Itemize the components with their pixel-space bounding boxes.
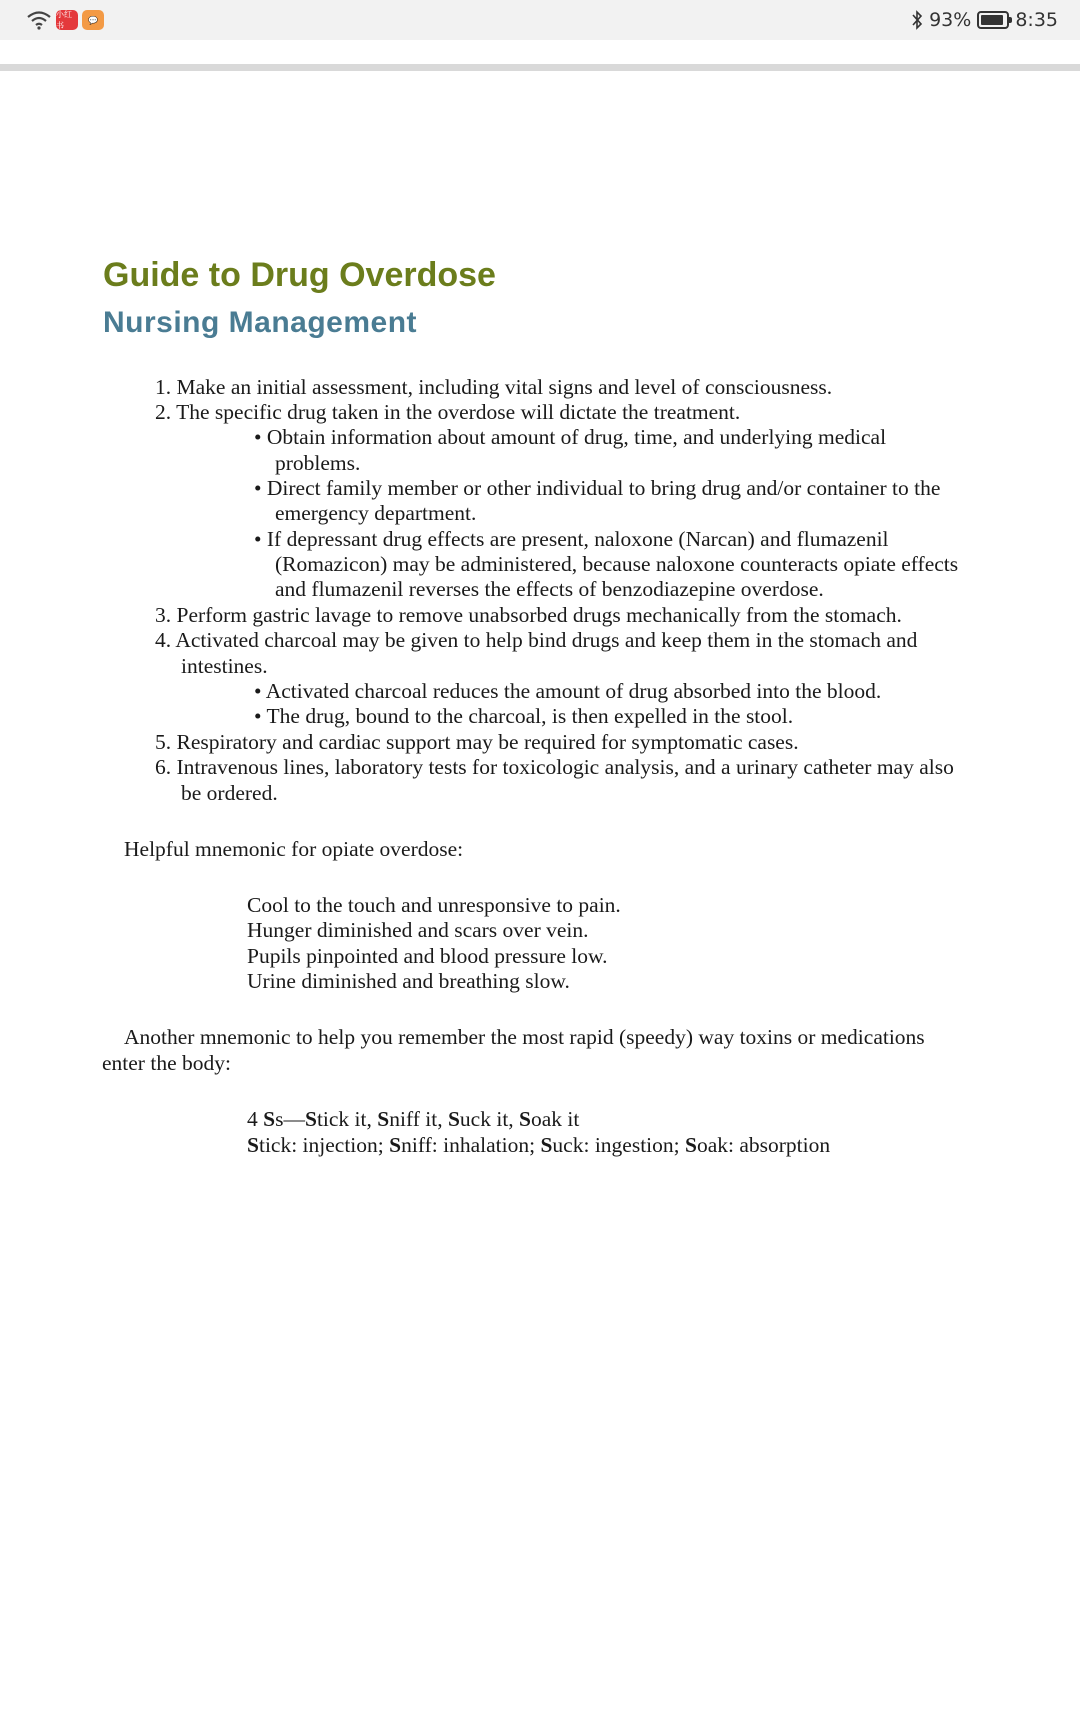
chat-notification-icon: 💬: [82, 10, 104, 30]
list-item: 5. Respiratory and cardiac support may be required for symptomatic cases.: [155, 730, 799, 754]
bullet-item-continuation: (Romazicon) may be administered, because naloxone counteracts opiate effects: [275, 552, 959, 576]
list-item: 1. Make an initial assessment, including vital signs and level of consciousness.: [155, 375, 833, 399]
toolbar-divider: [0, 64, 1080, 71]
battery-icon: [977, 11, 1009, 29]
bullet-item-continuation: emergency department.: [275, 501, 477, 525]
mnemonic-intro: Helpful mnemonic for opiate overdose:: [124, 837, 464, 861]
wifi-icon: [26, 10, 52, 30]
bullet-item: • If depressant drug effects are present, naloxone (Narcan) and flumazenil: [254, 527, 889, 551]
status-bar: [0, 0, 1080, 40]
mnemonic2-intro-continuation: enter the body:: [102, 1051, 231, 1075]
bullet-item-continuation: and flumazenil reverses the effects of benzodiazepine overdose.: [275, 577, 824, 601]
app-notification-icon: 小红书: [56, 10, 78, 30]
status-right: [911, 8, 1058, 32]
bluetooth-icon: [911, 10, 923, 30]
battery-percent: 93%: [929, 9, 972, 31]
list-item: 2. The specific drug taken in the overdose will dictate the treatment.: [155, 400, 741, 424]
mnemonic2-intro: Another mnemonic to help you remember the most rapid (speedy) way toxins or medications: [124, 1025, 925, 1049]
bullet-item: • The drug, bound to the charcoal, is then expelled in the stool.: [254, 704, 794, 728]
page-title: Guide to Drug Overdose: [103, 256, 496, 294]
four-ss-line: 4 Ss—Stick it, Sniff it, Suck it, Soak it: [247, 1107, 580, 1131]
battery-level: [981, 15, 1003, 25]
bullet-item: • Obtain information about amount of drug, time, and underlying medical: [254, 425, 887, 449]
bullet-item-continuation: problems.: [275, 451, 361, 475]
mnemonic-line: Hunger diminished and scars over vein.: [247, 918, 589, 942]
bullet-item: • Direct family member or other individual to bring drug and/or container to the: [254, 476, 941, 500]
mnemonic-line: Urine diminished and breathing slow.: [247, 969, 570, 993]
mnemonic-line: Cool to the touch and unresponsive to pain.: [247, 893, 621, 917]
list-item-continuation: be ordered.: [181, 781, 278, 805]
clock-time: 8:35: [1015, 9, 1058, 31]
mnemonic-line: Pupils pinpointed and blood pressure low.: [247, 944, 608, 968]
list-item: 6. Intravenous lines, laboratory tests for toxicologic analysis, and a urinary catheter may also: [155, 755, 954, 779]
list-item-continuation: intestines.: [181, 654, 268, 678]
list-item: 3. Perform gastric lavage to remove unabsorbed drugs mechanically from the stomach.: [155, 603, 902, 627]
bullet-item: • Activated charcoal reduces the amount of drug absorbed into the blood.: [254, 679, 882, 703]
status-left: [26, 9, 104, 31]
four-ss-definitions: Stick: injection; Sniff: inhalation; Suck: ingestion; Soak: absorption: [247, 1133, 831, 1157]
list-item: 4. Activated charcoal may be given to help bind drugs and keep them in the stomach and: [155, 628, 918, 652]
page-subtitle: Nursing Management: [103, 306, 418, 339]
